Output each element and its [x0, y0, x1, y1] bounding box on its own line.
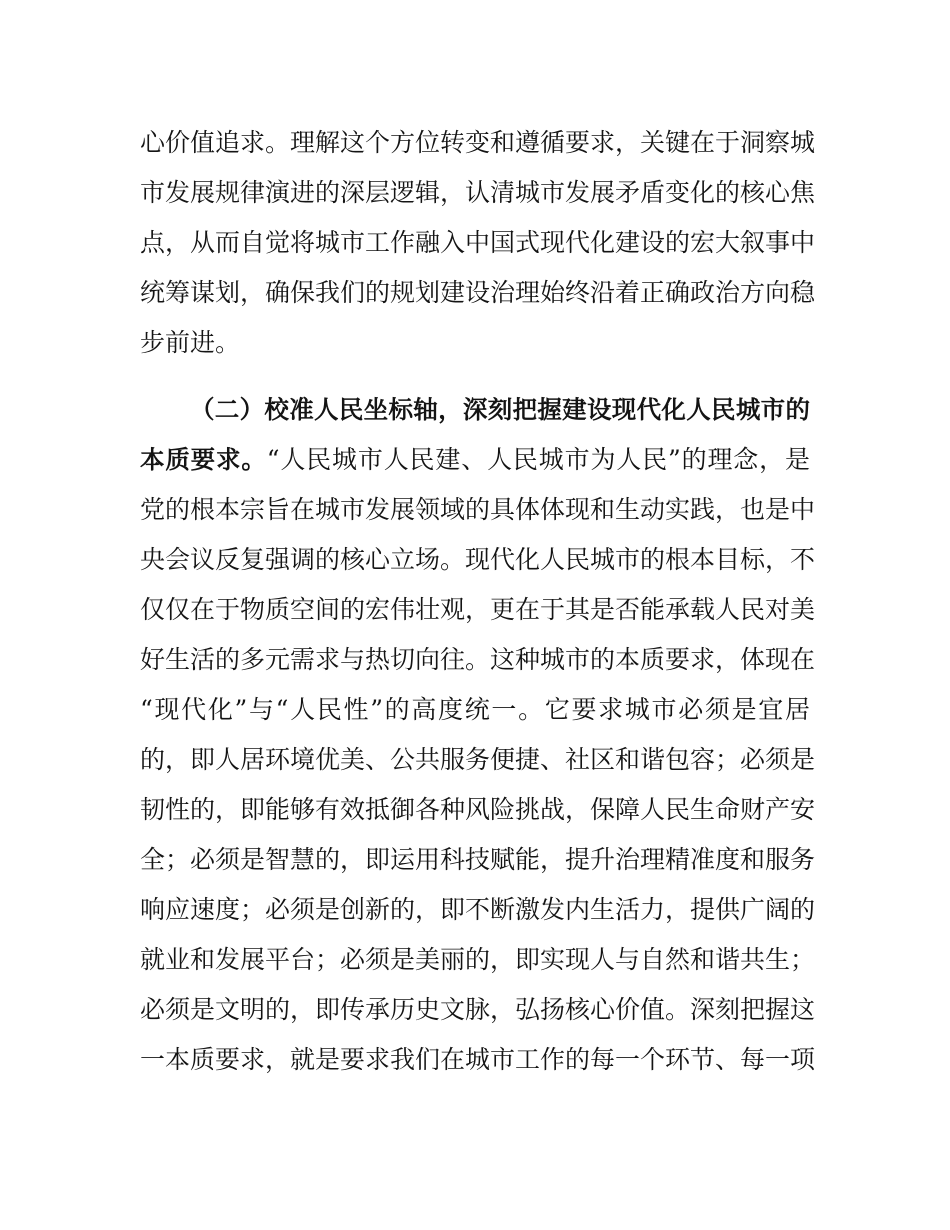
paragraph-2-line-7: 的，即人居环境优美、公共服务便捷、社区和谐包容；必须是 [140, 745, 816, 774]
paragraph-1-line-4: 统筹谋划，确保我们的规划建设治理始终沿着正确政治方向稳 [140, 278, 816, 307]
paragraph-1-line-1: 心价值追求。理解这个方位转变和遵循要求，关键在于洞察城 [140, 128, 816, 157]
paragraph-2-line-6: “现代化”与“人民性”的高度统一。它要求城市必须是宜居 [140, 695, 810, 724]
paragraph-2-line-3: 央会议反复强调的核心立场。现代化人民城市的根本目标，不 [140, 545, 816, 574]
paragraph-2-line-12: 必须是文明的，即传承历史文脉，弘扬核心价值。深刻把握这 [140, 995, 816, 1024]
paragraph-1-line-2: 市发展规律演进的深层逻辑，认清城市发展矛盾变化的核心焦 [140, 178, 816, 207]
paragraph-2-line-4: 仅仅在于物质空间的宏伟壮观，更在于其是否能承载人民对美 [140, 595, 816, 624]
paragraph-2-line-2: 党的根本宗旨在城市发展领域的具体体现和生动实践，也是中 [140, 495, 816, 524]
section-heading-tail: 本质要求。 [140, 445, 267, 474]
paragraph-2-line-10: 响应速度；必须是创新的，即不断激发内生活力，提供广阔的 [140, 895, 816, 924]
section-heading-line-1: （二）校准人民坐标轴，深刻把握建设现代化人民城市的 [190, 395, 810, 424]
paragraph-2-line-8: 韧性的，即能够有效抵御各种风险挑战，保障人民生命财产安 [140, 795, 816, 824]
paragraph-2-line-13: 一本质要求，就是要求我们在城市工作的每一个环节、每一项 [140, 1045, 816, 1074]
paragraph-1-line-5: 步前进。 [140, 328, 241, 357]
paragraph-2-line-5: 好生活的多元需求与热切向往。这种城市的本质要求，体现在 [140, 645, 816, 674]
paragraph-1-line-3: 点，从而自觉将城市工作融入中国式现代化建设的宏大叙事中 [140, 228, 816, 257]
paragraph-2-line-11: 就业和发展平台；必须是美丽的，即实现人与自然和谐共生； [140, 945, 816, 974]
paragraph-2-line-1-text: “人民城市人民建、人民城市为人民”的理念，是 [266, 445, 810, 474]
section-heading-line-2 [140, 435, 810, 485]
paragraph-2-line-9: 全；必须是智慧的，即运用科技赋能，提升治理精准度和服务 [140, 845, 816, 874]
